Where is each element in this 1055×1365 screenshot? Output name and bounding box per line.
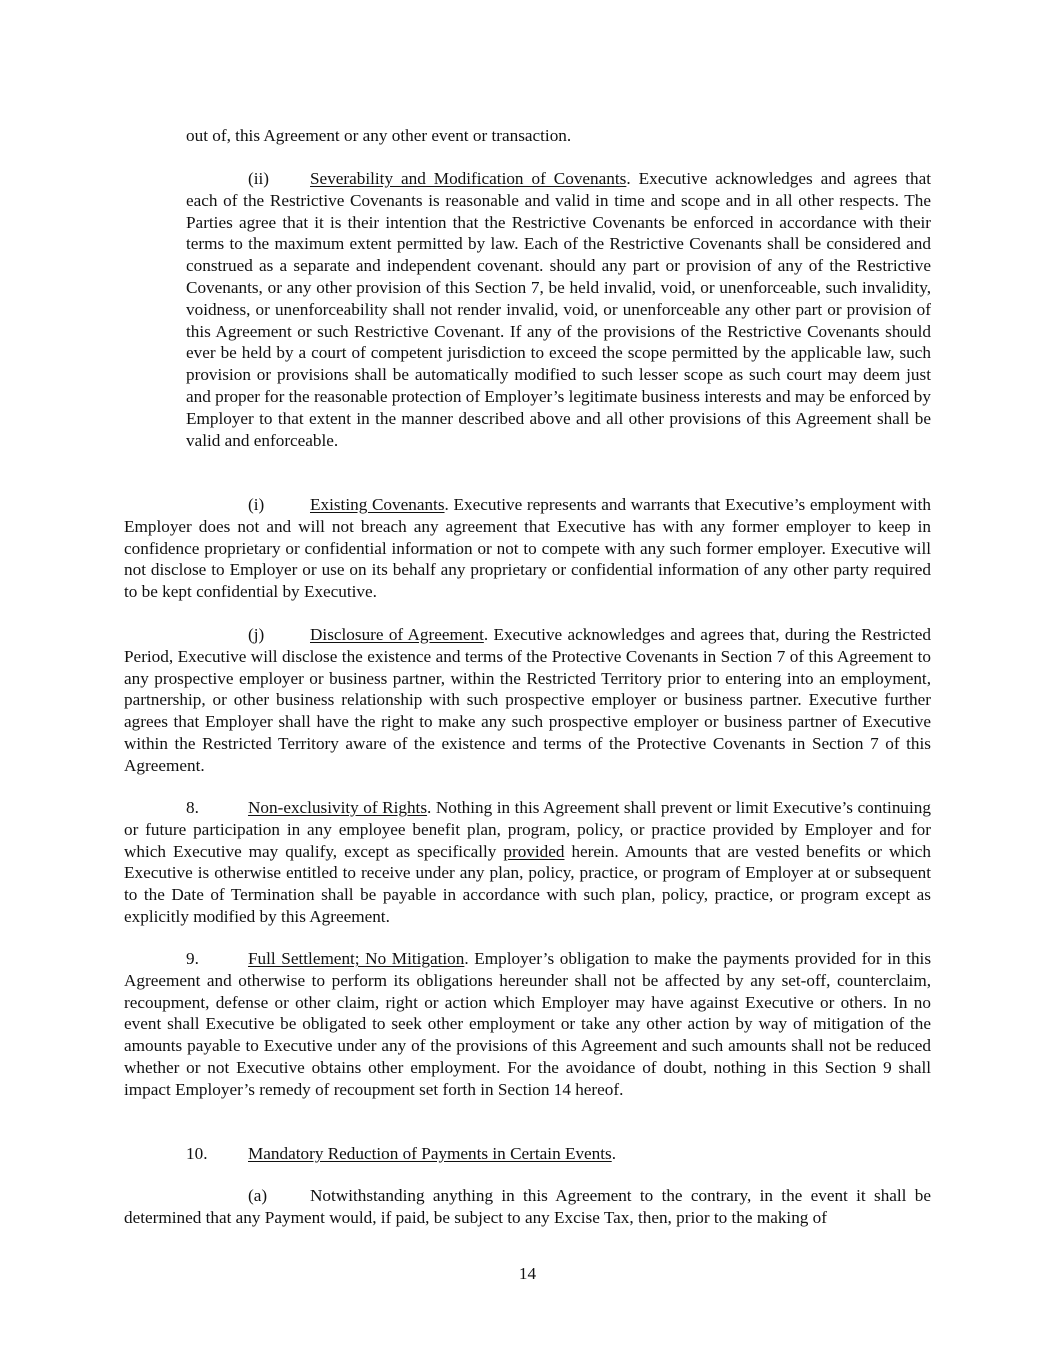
clause-heading: Severability and Modification of Covenants [310, 169, 627, 188]
underlined-word: provided [503, 841, 565, 861]
continuation-text: out of, this Agreement or any other event or transaction. [186, 126, 572, 145]
clause-number: (j) [248, 625, 265, 644]
section-heading: Non-exclusivity of Rights [248, 798, 428, 817]
section-heading: Full Settlement; No Mitigation [248, 949, 465, 968]
clause-body: . Executive represents and warrants that Executive’s employment with Employer does not and will not breach any agreement that Executive has with any former employer to keep in confidence proprietary or confidential information or not to compete with any such former employer. Executive will not disclose to Employer or use on its behalf any proprietary or confidential information of any other party required to be kept confidential by Executive. [124, 495, 931, 602]
section-number: 10. [186, 1144, 208, 1163]
section-number: 9. [186, 949, 199, 968]
clause-heading: Existing Covenants [310, 495, 445, 514]
section-body: . Nothing in this Agreement shall prevent or limit Executive’s continuing or future participation in any employee benefit plan, program, policy, or practice provided by Employer and for which Executive may qualify, except as specifically [124, 798, 931, 861]
section-8 [124, 797, 931, 928]
clause-number: (ii) [248, 169, 269, 188]
page-number: 14 [518, 1264, 537, 1283]
section-heading: Mandatory Reduction of Payments in Certain Events [248, 1144, 612, 1163]
section-body-cont: herein. Amounts that are vested benefits or which Executive is otherwise entitled to receive under any plan, policy, practice, or program of Employer at or subsequent to the Date of Termination shall be payable in accordance with such plan, policy, practice, or program except as explicitly modified by this Agreement. [124, 841, 931, 926]
section-9 [124, 948, 931, 1101]
section-number: 8. [186, 798, 199, 817]
paragraph-existing-covenants [124, 494, 931, 603]
section-10 [124, 1143, 931, 1165]
clause-heading: Disclosure of Agreement [310, 625, 484, 644]
clause-number: (a) [248, 1186, 268, 1205]
paragraph-disclosure [124, 624, 931, 777]
paragraph-a [124, 1185, 931, 1229]
clause-body: . Executive acknowledges and agrees that each of the Restrictive Covenants is reasonable and valid in time and scope and in all other respects. The Parties agree that it is their intention that the Restrictive Covenants be enforced in accordance with their terms to the maximum extent permitted by law. Each of the Restrictive Covenants shall be considered and construed as a separate and independent covenant. should any part or provision of any of the Restrictive Covenants, or any other provision of this Section 7, be held invalid, void, or unenforceable, such invalidity, voidness, or unenforceability shall not render invalid, void, or unenforceable any other part or provision of this Agreement or such Restrictive Covenant. If any of the provisions of the Restrictive Covenants should ever be held by a court of competent jurisdiction to exceed the scope permitted by the applicable law, such provision or provisions shall be automatically modified to such lesser scope as such court may deem just and proper for the reasonable protection of Employer’s legitimate business interests and may be enforced by Employer to that extent in the manner described above and all other provisions of this Agreement shall be valid and enforceable. [186, 169, 932, 450]
clause-body: . Executive acknowledges and agrees that, during the Restricted Period, Executive will disclose the existence and terms of the Protective Covenants in Section 7 of this Agreement to any prospective employer or business partner, within the Restricted Territory prior to entering into an employment, partnership, or other business relationship with such prospective employer or business partner. Executive further agrees that Employer shall have the right to make any such prospective employer or business partner of Executive within the Restricted Territory aware of the existence and terms of the Protective Covenants in Section 7 of this Agreement. [124, 625, 931, 775]
clause-number: (i) [248, 495, 265, 514]
clause-body: Notwithstanding anything in this Agreement to the contrary, in the event it shall be determined that any Payment would, if paid, be subject to any Excise Tax, then, prior to the making of [124, 1186, 931, 1227]
section-body: . Employer’s obligation to make the payments provided for in this Agreement and otherwise to perform its obligations hereunder shall not be affected by any set-off, counterclaim, recoupment, defense or other claim, right or action which Employer may have against Executive or others. In no event shall Executive be obligated to seek other employment or take any other action by way of mitigation of the amounts payable to Executive under any of the provisions of this Agreement and such amounts shall not be reduced whether or not Executive obtains other employment. For the avoidance of doubt, nothing in this Section 9 shall impact Employer’s remedy of recoupment set forth in Section 14 hereof. [124, 949, 932, 1099]
paragraph-severability [186, 168, 931, 451]
section-body: . [611, 1144, 617, 1163]
